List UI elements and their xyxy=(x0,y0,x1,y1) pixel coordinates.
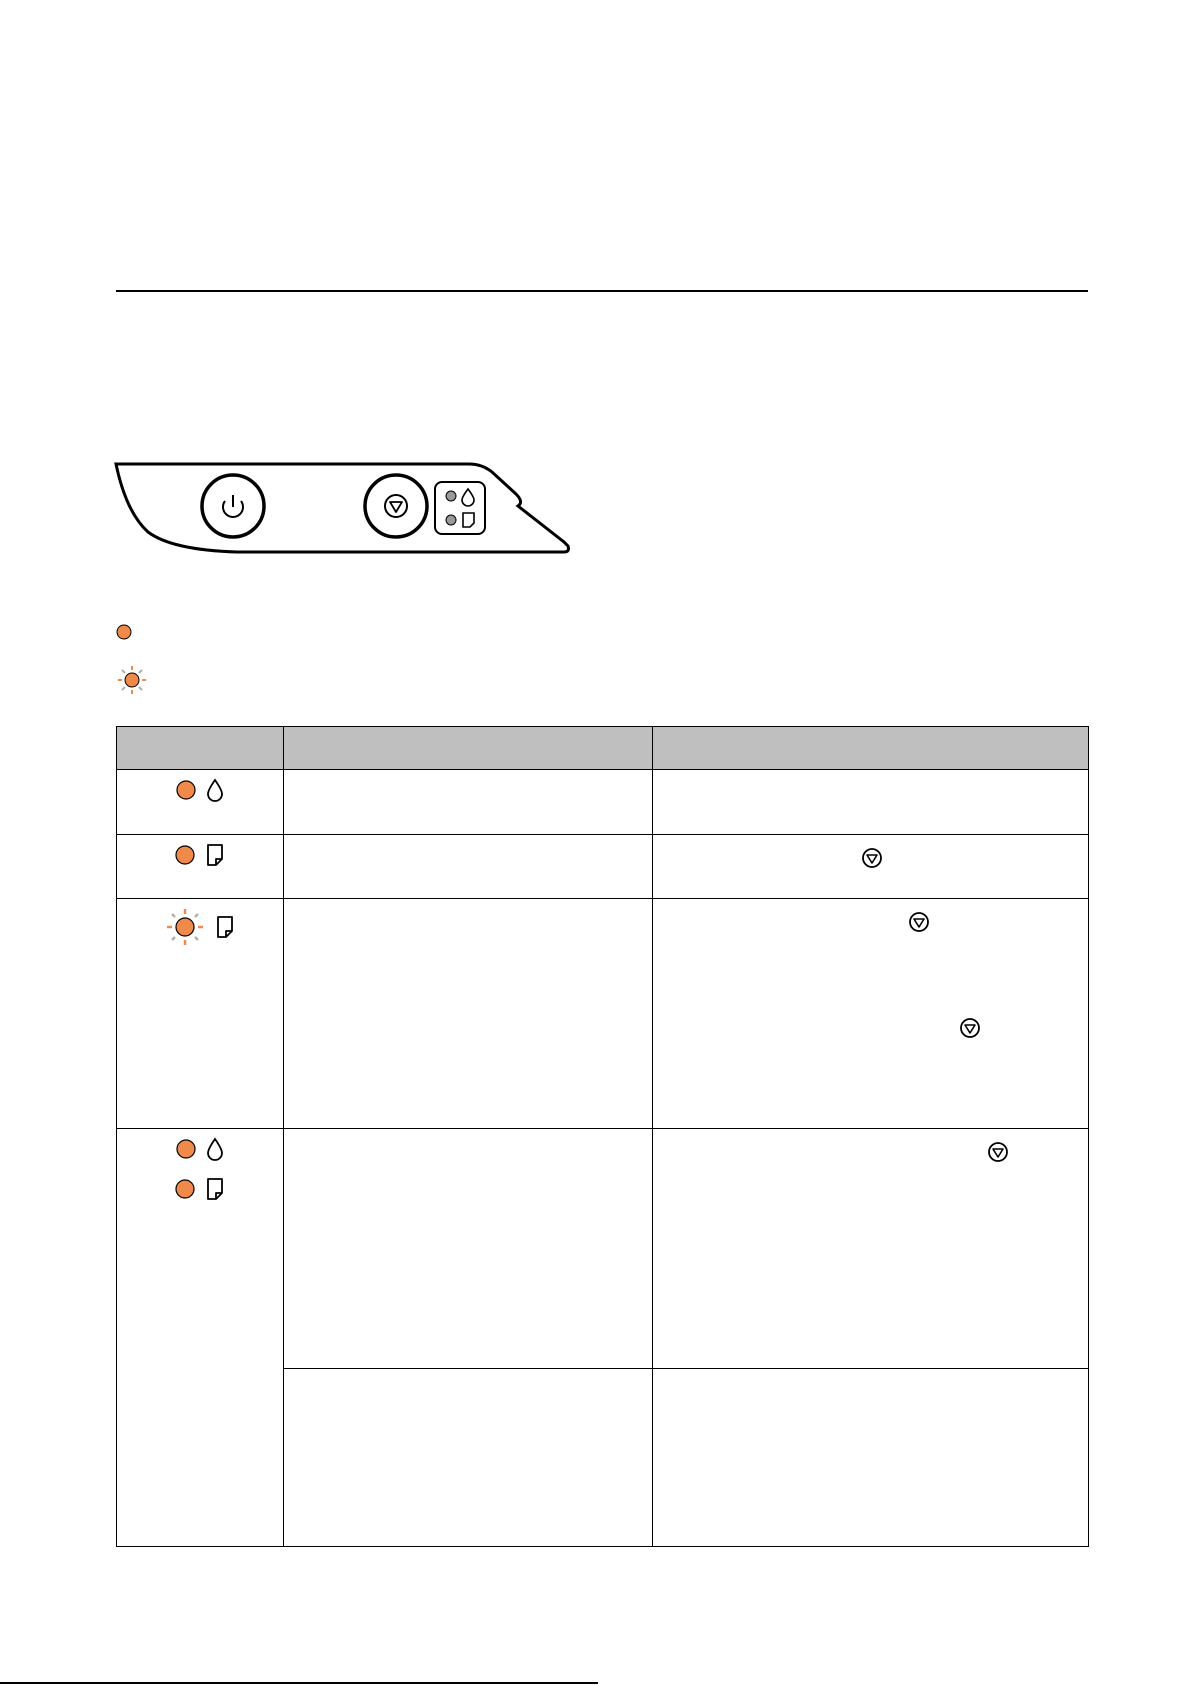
paper-icon xyxy=(215,915,235,939)
situation-cell xyxy=(284,835,652,899)
table-row xyxy=(117,770,1089,835)
ink-drop-icon xyxy=(206,1137,224,1161)
situation-cell xyxy=(284,770,652,835)
solution-cell xyxy=(652,1369,1088,1547)
led-on-icon xyxy=(176,780,196,800)
led-flashing-icon xyxy=(116,664,148,696)
led-on-icon xyxy=(176,1139,196,1159)
stop-icon xyxy=(987,1141,1009,1163)
indicator-cell xyxy=(117,835,284,899)
light-status-table xyxy=(116,726,1089,1547)
solution-cell xyxy=(652,1129,1088,1369)
indicator-cell xyxy=(117,1129,284,1547)
stop-button[interactable] xyxy=(365,475,427,537)
solution-cell xyxy=(652,835,1088,899)
led-on-icon xyxy=(175,1179,195,1199)
table-row xyxy=(117,835,1089,899)
situation-cell xyxy=(284,1129,652,1369)
legend-on xyxy=(116,624,142,640)
ink-light xyxy=(446,491,456,501)
stop-icon xyxy=(861,847,883,869)
table-header-row xyxy=(117,727,1089,770)
indicator-paper-on xyxy=(117,835,283,867)
power-button[interactable] xyxy=(202,475,264,537)
paper-light xyxy=(446,515,456,525)
solution-cell xyxy=(652,899,1088,1129)
stop-icon xyxy=(959,1017,981,1039)
led-flashing-icon xyxy=(165,907,205,947)
header-light xyxy=(117,727,284,770)
header-situation xyxy=(284,727,652,770)
situation-cell xyxy=(284,1369,652,1547)
stop-icon xyxy=(908,911,930,933)
situation-cell xyxy=(284,899,652,1129)
indicator-ink-on xyxy=(117,770,283,802)
indicator-cell xyxy=(117,770,284,835)
header-solution xyxy=(652,727,1088,770)
indicator-cell xyxy=(117,899,284,1129)
solution-cell xyxy=(652,770,1088,835)
led-on-icon xyxy=(116,624,132,640)
control-panel-illustration xyxy=(112,460,572,560)
section-divider xyxy=(116,290,1088,292)
legend-flashing xyxy=(116,664,158,696)
led-on-icon xyxy=(175,845,195,865)
table-row xyxy=(117,899,1089,1129)
indicator-paper-on xyxy=(117,1161,283,1201)
paper-icon xyxy=(205,1177,225,1201)
indicator-ink-on xyxy=(117,1129,283,1161)
table-row xyxy=(117,1129,1089,1369)
indicator-paper-flashing xyxy=(117,899,283,947)
footer-divider xyxy=(0,1682,598,1684)
paper-icon xyxy=(205,843,225,867)
ink-drop-icon xyxy=(206,778,224,802)
